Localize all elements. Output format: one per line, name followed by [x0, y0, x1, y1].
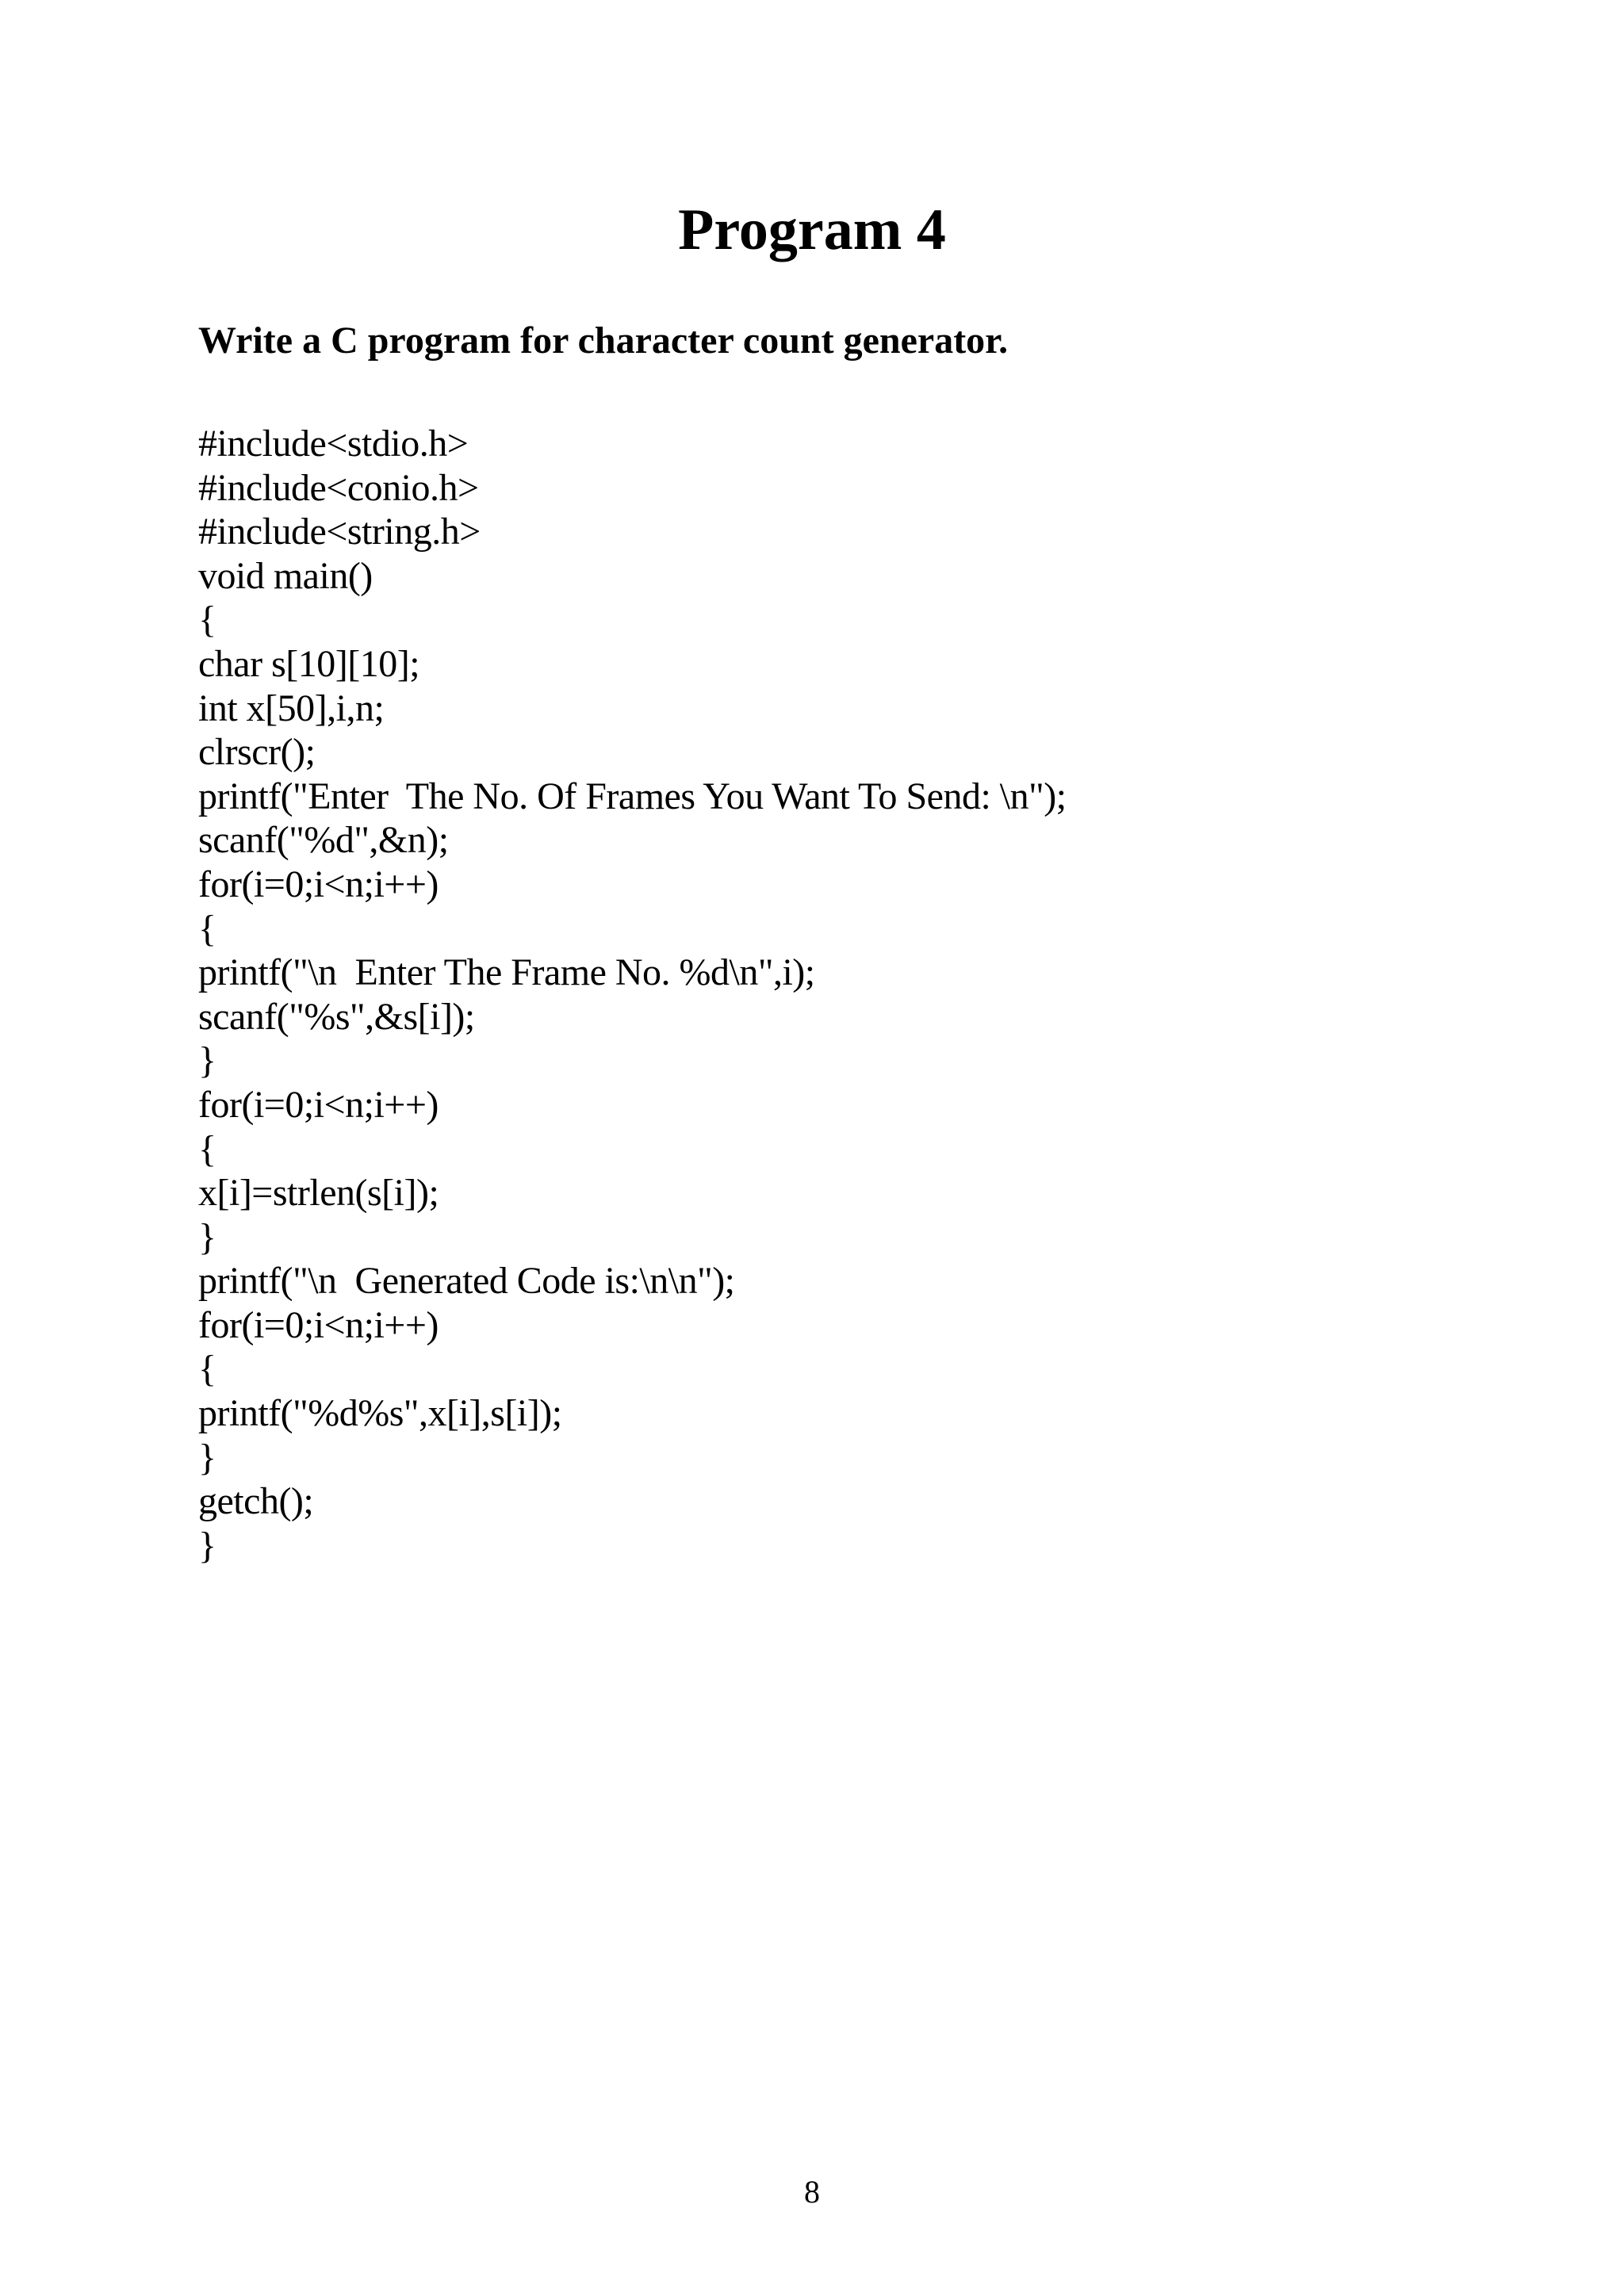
code-line: clrscr(); — [198, 731, 316, 774]
code-line: } — [198, 1215, 216, 1258]
code-line: { — [198, 907, 216, 950]
page-title: Program 4 — [678, 197, 946, 262]
code-line: #include<string.h> — [198, 511, 481, 553]
code-line: getch(); — [198, 1480, 314, 1523]
code-line: for(i=0;i<n;i++) — [198, 863, 439, 905]
code-line: printf("Enter The No. Of Frames You Want To Send: \n"); — [198, 775, 1067, 817]
code-line: } — [198, 1039, 216, 1082]
code-line: } — [198, 1436, 216, 1479]
code-line: int x[50],i,n; — [198, 687, 385, 729]
code-line: { — [198, 599, 216, 641]
code-line: printf("%d%s",x[i],s[i]); — [198, 1392, 562, 1435]
code-line: x[i]=strlen(s[i]); — [198, 1172, 439, 1215]
code-line: scanf("%d",&n); — [198, 819, 449, 862]
code-line: { — [198, 1127, 216, 1170]
code-line: scanf("%s",&s[i]); — [198, 995, 475, 1038]
code-line: { — [198, 1348, 216, 1391]
page-number: 8 — [804, 2174, 820, 2210]
code-line: #include<conio.h> — [198, 466, 479, 509]
code-line: char s[10][10]; — [198, 642, 420, 685]
code-line: printf("\n Generated Code is:\n\n"); — [198, 1260, 735, 1303]
code-line: for(i=0;i<n;i++) — [198, 1303, 439, 1346]
code-line: #include<stdio.h> — [198, 423, 469, 465]
code-line: } — [198, 1524, 216, 1567]
code-line: printf("\n Enter The Frame No. %d\n",i); — [198, 951, 815, 994]
code-line: for(i=0;i<n;i++) — [198, 1083, 439, 1126]
question-text: Write a C program for character count generator. — [198, 320, 1009, 362]
code-line: void main() — [198, 554, 373, 597]
code-listing — [198, 422, 1067, 1567]
